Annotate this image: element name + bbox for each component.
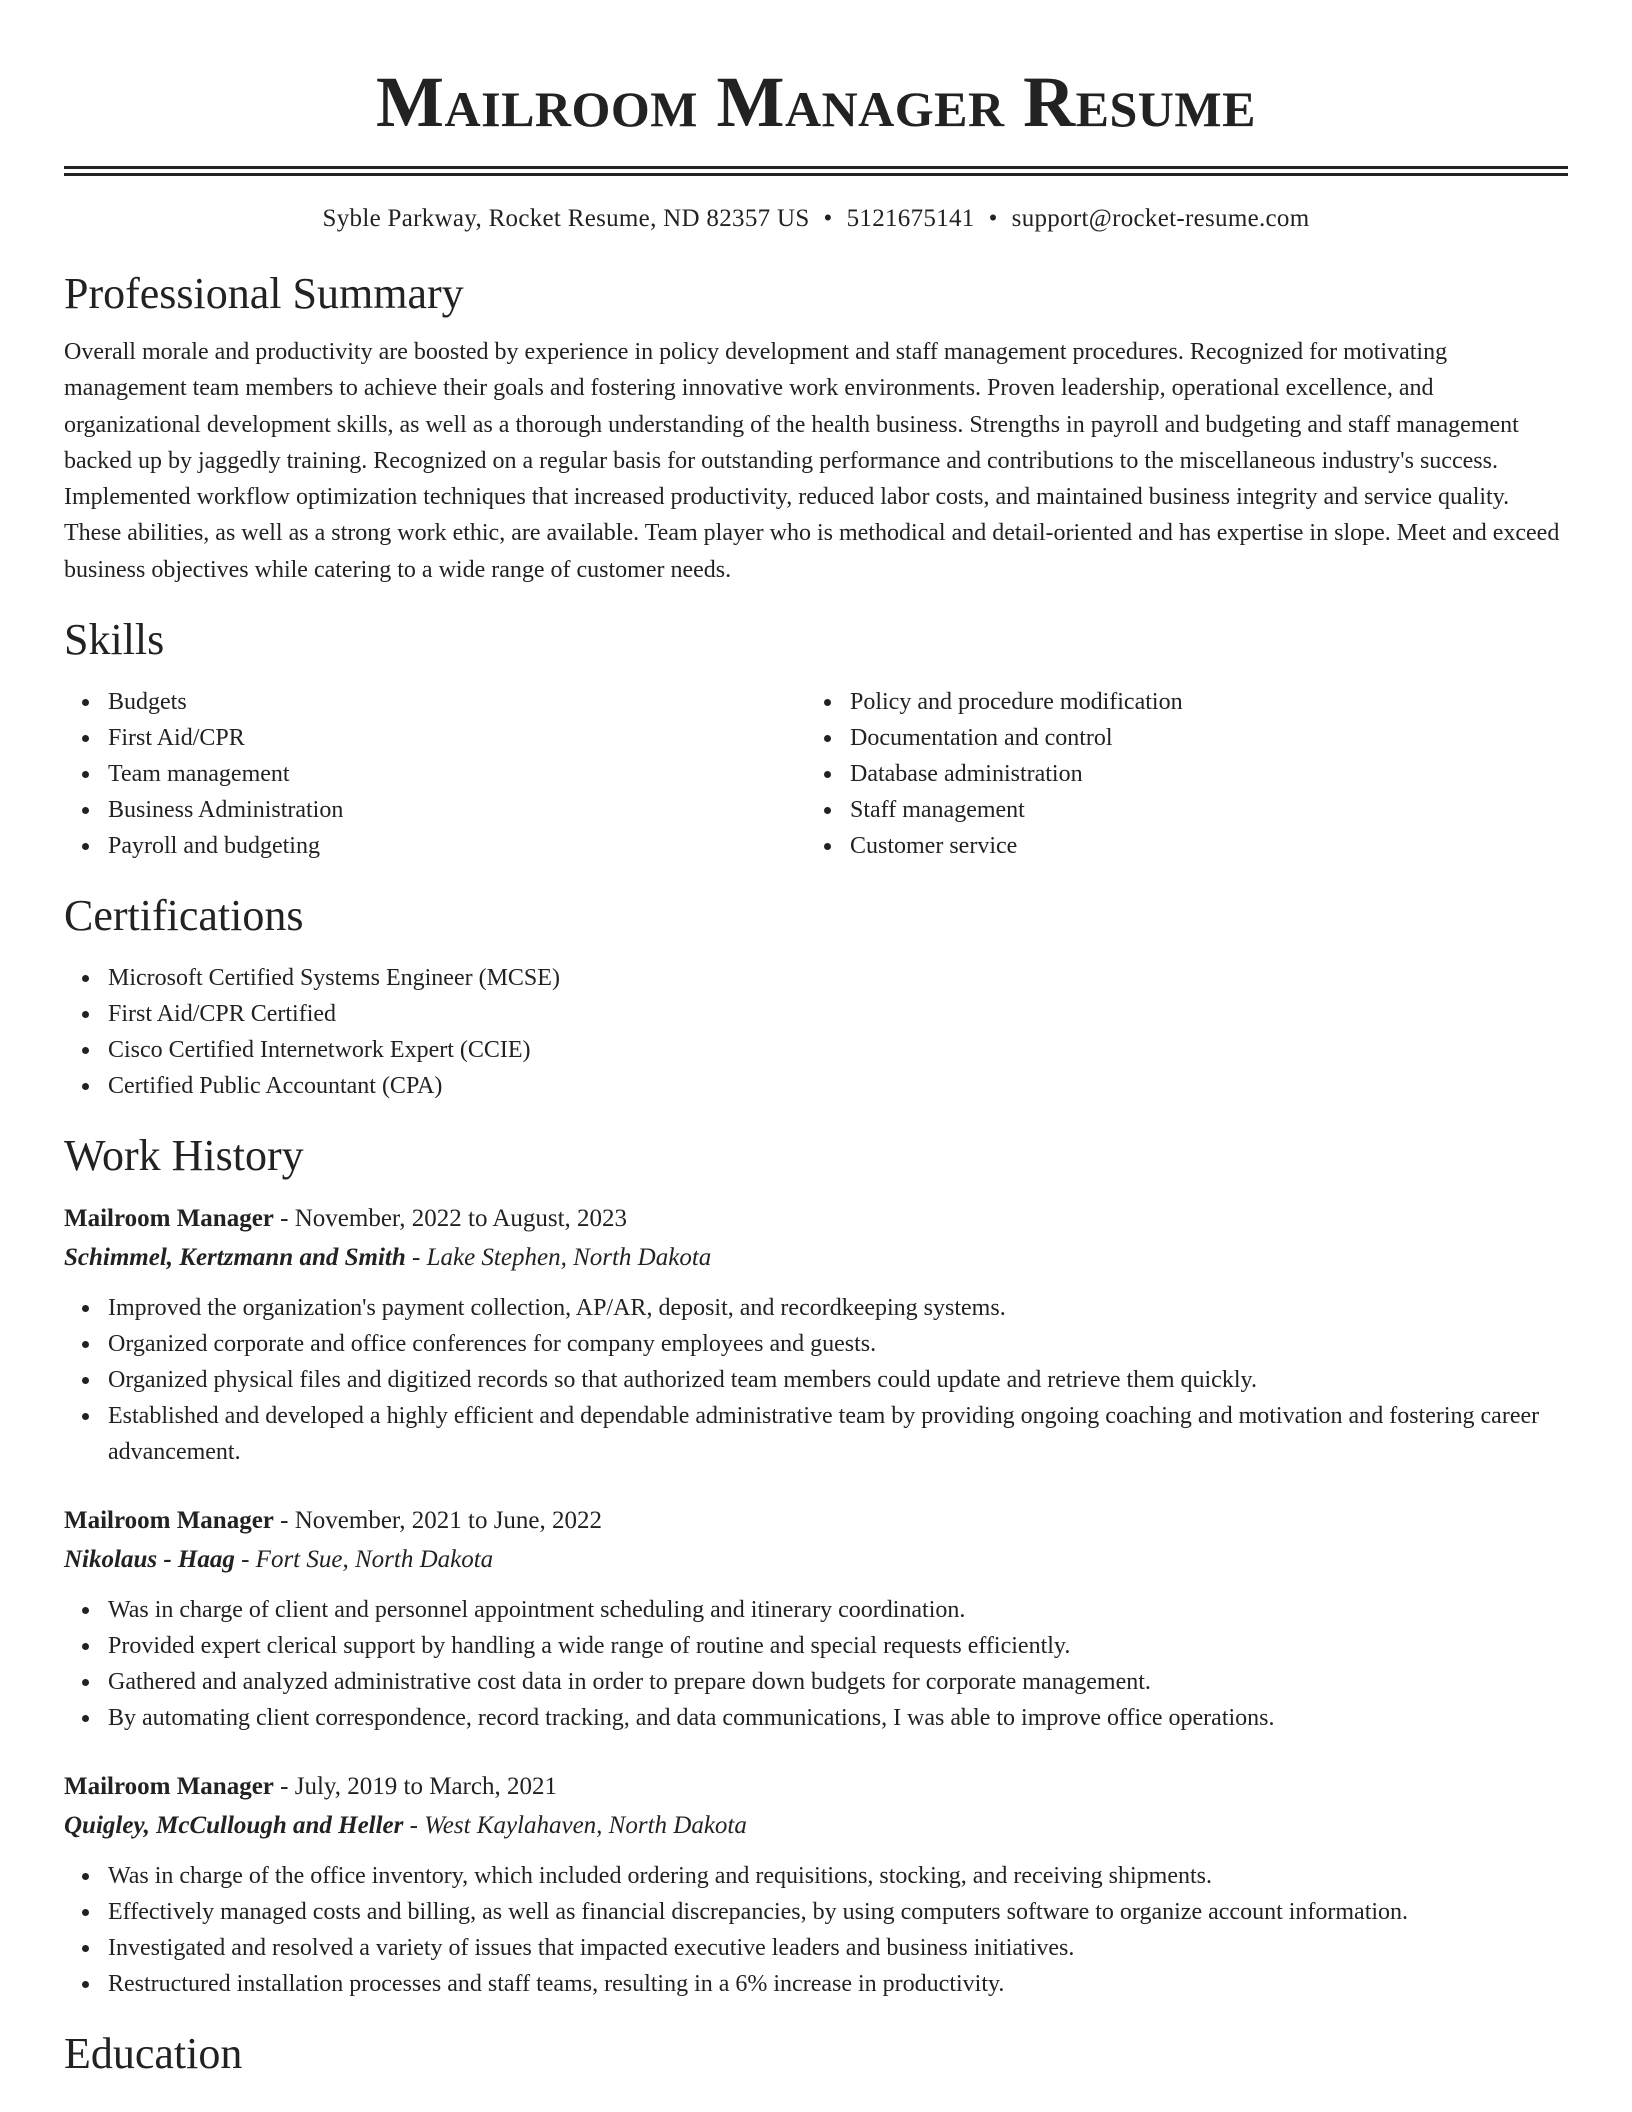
job-dates: - November, 2022 to August, 2023 xyxy=(273,1205,628,1233)
job-bullet: Investigated and resolved a variety of issues that impacted executive leaders and business initiatives. xyxy=(108,1930,1568,1966)
job-dates: - November, 2021 to June, 2022 xyxy=(273,1507,603,1535)
certification-item: Cisco Certified Internetwork Expert (CCIE) xyxy=(108,1032,1568,1068)
job-bullet: Was in charge of the office inventory, which included ordering and requisitions, stocking, and receiving shipments. xyxy=(108,1858,1568,1894)
job-bullet: Provided expert clerical support by handling a wide range of routine and special requests efficiently. xyxy=(108,1628,1568,1664)
job-company-line xyxy=(64,1540,1568,1580)
skill-item: Staff management xyxy=(850,792,1548,828)
job-bullets xyxy=(64,1290,1568,1470)
job-company: Schimmel, Kertzmann and Smith xyxy=(64,1244,406,1272)
job-title-line xyxy=(64,1768,1568,1806)
job-bullet: Improved the organization's payment collection, AP/AR, deposit, and recordkeeping systems. xyxy=(108,1290,1568,1326)
certification-item: Microsoft Certified Systems Engineer (MCSE) xyxy=(108,960,1568,996)
certifications-list xyxy=(64,960,1568,1104)
certification-item: First Aid/CPR Certified xyxy=(108,996,1568,1032)
certification-item: Certified Public Accountant (CPA) xyxy=(108,1068,1568,1104)
skills-column-right xyxy=(806,684,1548,864)
job-location: - West Kaylahaven, North Dakota xyxy=(403,1812,747,1840)
job-role: Mailroom Manager xyxy=(64,1507,274,1535)
job-company: Quigley, McCullough and Heller xyxy=(64,1812,404,1840)
job-entry xyxy=(64,1502,1568,1736)
skill-item: Documentation and control xyxy=(850,720,1548,756)
summary-heading: Professional Summary xyxy=(64,269,464,318)
job-bullet: Organized physical files and digitized records so that authorized team members could update and retrieve them quickly. xyxy=(108,1362,1568,1398)
education-heading: Education xyxy=(64,2029,243,2079)
job-role: Mailroom Manager xyxy=(64,1205,274,1233)
resume-title: Mailroom Manager Resume xyxy=(376,62,1256,142)
summary-text: Overall morale and productivity are boosted by experience in policy development and staff management procedures. Recognized for motivating management team members to achieve their goals and fostering innovative work environments. Proven leadership, operational excellence, and organizational development skills, as well as a thorough understanding of the health business. Strengths in payroll and budgeting and staff management backed up by jaggedly training. Recognized on a regular basis for outstanding performance and contributions to the miscellaneous industry's success. Implemented workflow optimization techniques that increased productivity, reduced labor costs, and maintained business integrity and service quality. These abilities, as well as a strong work ethic, are available. Team player who is methodical and detail-oriented and has expertise in slope. Meet and exceed business objectives while catering to a wide range of customer needs. xyxy=(64,339,1560,583)
job-location: - Fort Sue, North Dakota xyxy=(234,1546,494,1574)
work-history-heading: Work History xyxy=(64,1131,304,1181)
job-company-line xyxy=(64,1806,1568,1846)
job-bullet: Restructured installation processes and staff teams, resulting in a 6% increase in productivity. xyxy=(108,1966,1568,2002)
skill-item: Database administration xyxy=(850,756,1548,792)
certifications-heading: Certifications xyxy=(64,891,304,941)
title-divider xyxy=(64,166,1568,176)
job-bullet: Established and developed a highly efficient and dependable administrative team by providing ongoing coaching and motivation and fostering career advancement. xyxy=(108,1398,1568,1470)
job-title-line xyxy=(64,1502,1568,1540)
skill-item: Customer service xyxy=(850,828,1548,864)
job-entry xyxy=(64,1768,1568,2002)
skill-item: Payroll and budgeting xyxy=(108,828,806,864)
job-bullet: Was in charge of client and personnel appointment scheduling and itinerary coordination. xyxy=(108,1592,1568,1628)
skill-item: First Aid/CPR xyxy=(108,720,806,756)
contact-phone: 5121675141 xyxy=(846,205,975,232)
job-bullet: Gathered and analyzed administrative cost data in order to prepare down budgets for corporate management. xyxy=(108,1664,1568,1700)
contact-separator: • xyxy=(823,205,833,232)
contact-line xyxy=(64,204,1568,234)
job-bullet: By automating client correspondence, record tracking, and data communications, I was able to improve office operations. xyxy=(108,1700,1568,1736)
job-dates: - July, 2019 to March, 2021 xyxy=(273,1773,557,1801)
skills-column-left xyxy=(64,684,806,864)
skill-item: Policy and procedure modification xyxy=(850,684,1548,720)
job-bullet: Organized corporate and office conferences for company employees and guests. xyxy=(108,1326,1568,1362)
job-company-line xyxy=(64,1238,1568,1278)
contact-address: Syble Parkway, Rocket Resume, ND 82357 US xyxy=(322,205,810,232)
skill-item: Budgets xyxy=(108,684,806,720)
job-entry xyxy=(64,1200,1568,1470)
skills-grid xyxy=(64,684,1568,864)
resume-page xyxy=(64,0,1568,2080)
job-role: Mailroom Manager xyxy=(64,1773,274,1801)
skill-item: Business Administration xyxy=(108,792,806,828)
job-location: - Lake Stephen, North Dakota xyxy=(405,1244,712,1272)
job-title-line xyxy=(64,1200,1568,1238)
job-bullet: Effectively managed costs and billing, as well as financial discrepancies, by using computers software to organize account information. xyxy=(108,1894,1568,1930)
job-bullets xyxy=(64,1858,1568,2002)
job-company: Nikolaus - Haag xyxy=(64,1546,235,1574)
contact-email: support@rocket-resume.com xyxy=(1011,205,1310,232)
contact-separator: • xyxy=(988,205,998,232)
skills-heading: Skills xyxy=(64,615,165,665)
skill-item: Team management xyxy=(108,756,806,792)
job-bullets xyxy=(64,1592,1568,1736)
